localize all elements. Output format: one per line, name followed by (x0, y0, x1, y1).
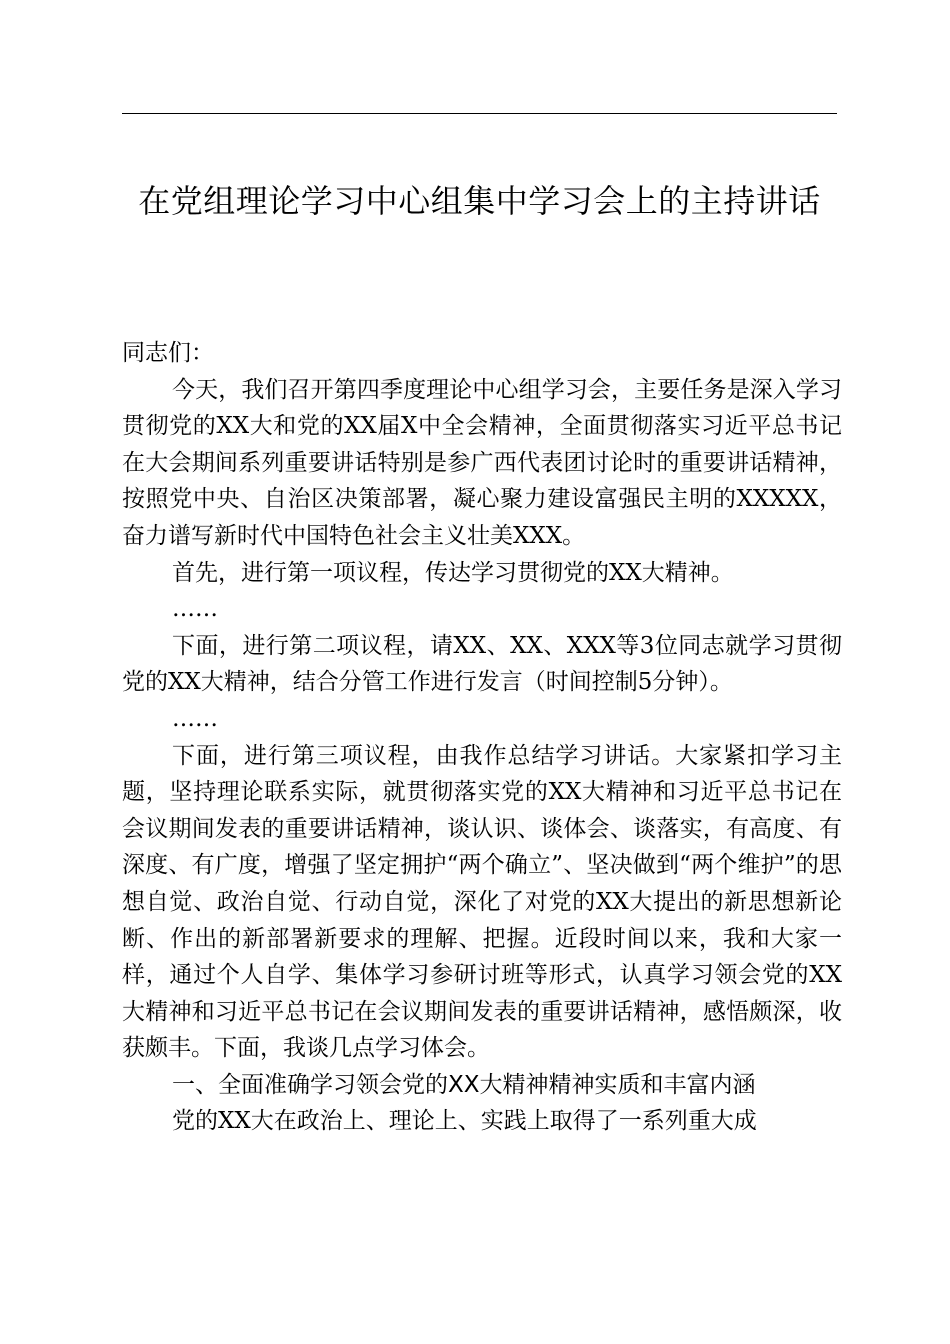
header-rule (122, 113, 837, 114)
paragraph-agenda-2: 下面，进行第二项议程，请XX、XX、XXX等3位同志就学习贯彻党的XX大精神，结合分管工作进行发言（时间控制5分钟）。 (122, 632, 842, 696)
ellipsis-2: …… (172, 705, 218, 732)
document-title: 在党组理论学习中心组集中学习会上的主持讲话 (138, 182, 821, 220)
salutation: 同志们： (122, 340, 214, 366)
paragraph-section-1: 党的XX大在政治上、理论上、实践上取得了一系列重大成 (172, 1108, 757, 1135)
paragraph-agenda-1: 首先，进行第一项议程，传达学习贯彻党的XX大精神。 (172, 559, 734, 586)
paragraph-intro: 今天，我们召开第四季度理论中心组学习会，主要任务是深入学习贯彻党的XX大和党的XX届X中全会精神，全面贯彻落实习近平总书记在大会期间系列重要讲话特别是参广西代表团讨论时的重要讲话精神，按照党中央、自治区决策部署，凝心聚力建设富强民主明的XXXXX，奋力谱写新时代中国特色社会主义壮美XXX。 (122, 376, 842, 549)
section-heading-1: 一、全面准确学习领会党的XX大精神精神实质和丰富内涵 (172, 1071, 756, 1098)
document-body (122, 335, 842, 1140)
paragraph-agenda-3: 下面，进行第三项议程，由我作总结学习讲话。大家紧扣学习主题，坚持理论联系实际，就贯彻落实党的XX大精神和习近平总书记在会议期间发表的重要讲话精神，谈认识、谈体会、谈落实，有高度、有深度、有广度，增强了坚定拥护“两个确立”、坚决做到“两个维护”的思想自觉、政治自觉、行动自觉，深化了对党的XX大提出的新思想新论断、作出的新部署新要求的理解、把握。近段时间以来，我和大家一样，通过个人自学、集体学习参研讨班等形式，认真学习领会党的XX大精神和习近平总书记在会议期间发表的重要讲话精神，感悟颇深，收获颇丰。下面，我谈几点学习体会。 (122, 742, 842, 1062)
ellipsis-1: …… (172, 596, 218, 623)
